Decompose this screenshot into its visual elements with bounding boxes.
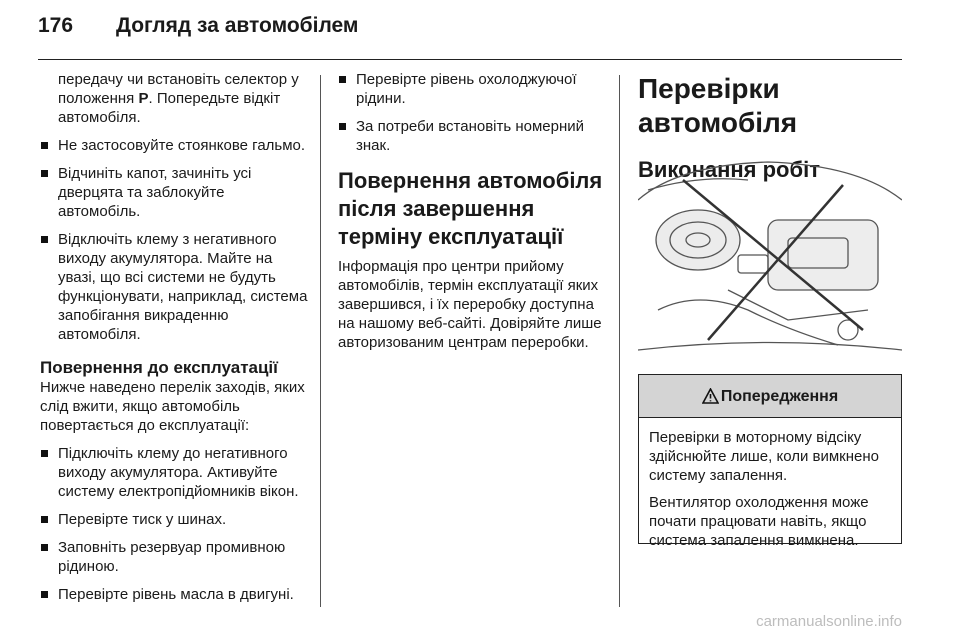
intro-end: . Попередьте відкіт автомобіля. xyxy=(58,90,281,126)
warning-title: Попередження xyxy=(720,387,839,405)
list-item xyxy=(40,538,308,576)
warning-header xyxy=(639,375,901,418)
list-item xyxy=(40,444,308,501)
intro-paragraph xyxy=(40,70,308,127)
bullet-icon xyxy=(41,236,48,243)
warning-box xyxy=(638,374,902,549)
list-item-text: Підключіть клему до негативного виходу акумулятора. Активуйте систему електропідйомників вікон. xyxy=(58,445,299,500)
list-item-text: Заповніть резервуар промивною рідиною. xyxy=(58,539,286,575)
bullet-icon xyxy=(41,450,48,457)
warning-paragraph: Перевірки в моторному відсіку здійснюйте лише, коли вимкнено систему запалення. xyxy=(649,429,879,484)
engine-bay-illustration xyxy=(638,160,902,360)
intro-bold: P xyxy=(138,90,149,107)
section-text: Інформація про центри прийому автомобілів, термін експлуатації яких завершився, і їх переробку доступна на нашому веб-сайті. Довіряйте лише авторизованим центрам переробки. xyxy=(338,258,602,351)
bullet-icon xyxy=(339,76,346,83)
list-item-text: Перевірте тиск у шинах. xyxy=(58,511,227,528)
subtitle: Виконання робіт xyxy=(638,157,820,182)
page-number: 176 xyxy=(38,14,74,37)
header-rule xyxy=(38,59,902,60)
intro-text: передачу чи встановіть селектор у положення xyxy=(58,71,299,107)
list-item xyxy=(338,117,606,155)
list-item-text: Відключіть клему з негативного виходу акумулятора. Майте на увазі, що всі системи не будуть функціонувати, наприклад, система запобігання викраденню автомобіля. xyxy=(58,231,308,343)
list-item-text: Перевірте рівень охолоджуючої рідини. xyxy=(356,71,577,107)
bullet-icon xyxy=(41,544,48,551)
list-item xyxy=(40,136,308,155)
bullet-icon xyxy=(41,142,48,149)
bullet-icon xyxy=(41,170,48,177)
warning-body xyxy=(639,418,901,550)
column-2 xyxy=(338,70,606,361)
bullet-icon xyxy=(41,591,48,598)
warning-triangle-icon xyxy=(702,388,719,404)
column-divider-1 xyxy=(320,75,321,607)
list-item-text: Перевірте рівень масла в двигуні. xyxy=(58,586,294,603)
page-title: Перевірки автомобіля xyxy=(638,73,798,138)
section-text: Нижче наведено перелік заходів, яких слід вжити, якщо автомобіль повертається до експлуатації: xyxy=(40,379,305,434)
list-item xyxy=(40,164,308,221)
warning-paragraph: Вентилятор охолодження може почати працювати навіть, якщо система запалення вимкнена. xyxy=(649,494,869,549)
bullet-icon xyxy=(339,123,346,130)
bullet-icon xyxy=(41,516,48,523)
header-title: Догляд за автомобілем xyxy=(116,14,359,37)
watermark: carmanualsonline.info xyxy=(756,613,902,630)
list-item xyxy=(338,70,606,108)
column-1 xyxy=(40,70,308,613)
list-item-text: Відчиніть капот, зачиніть усі дверцята та заблокуйте автомобіль. xyxy=(58,165,252,220)
page-header xyxy=(38,14,358,38)
list-item xyxy=(40,585,308,604)
column-divider-2 xyxy=(619,75,620,607)
list-item xyxy=(40,510,308,529)
list-item-text: Не застосовуйте стоянкове гальмо. xyxy=(58,137,306,154)
section-heading: Повернення автомобіля після завершення терміну експлуатації xyxy=(338,168,603,249)
section-heading: Повернення до експлуатації xyxy=(40,358,278,377)
list-item-text: За потреби встановіть номерний знак. xyxy=(356,118,585,154)
list-item xyxy=(40,230,308,344)
